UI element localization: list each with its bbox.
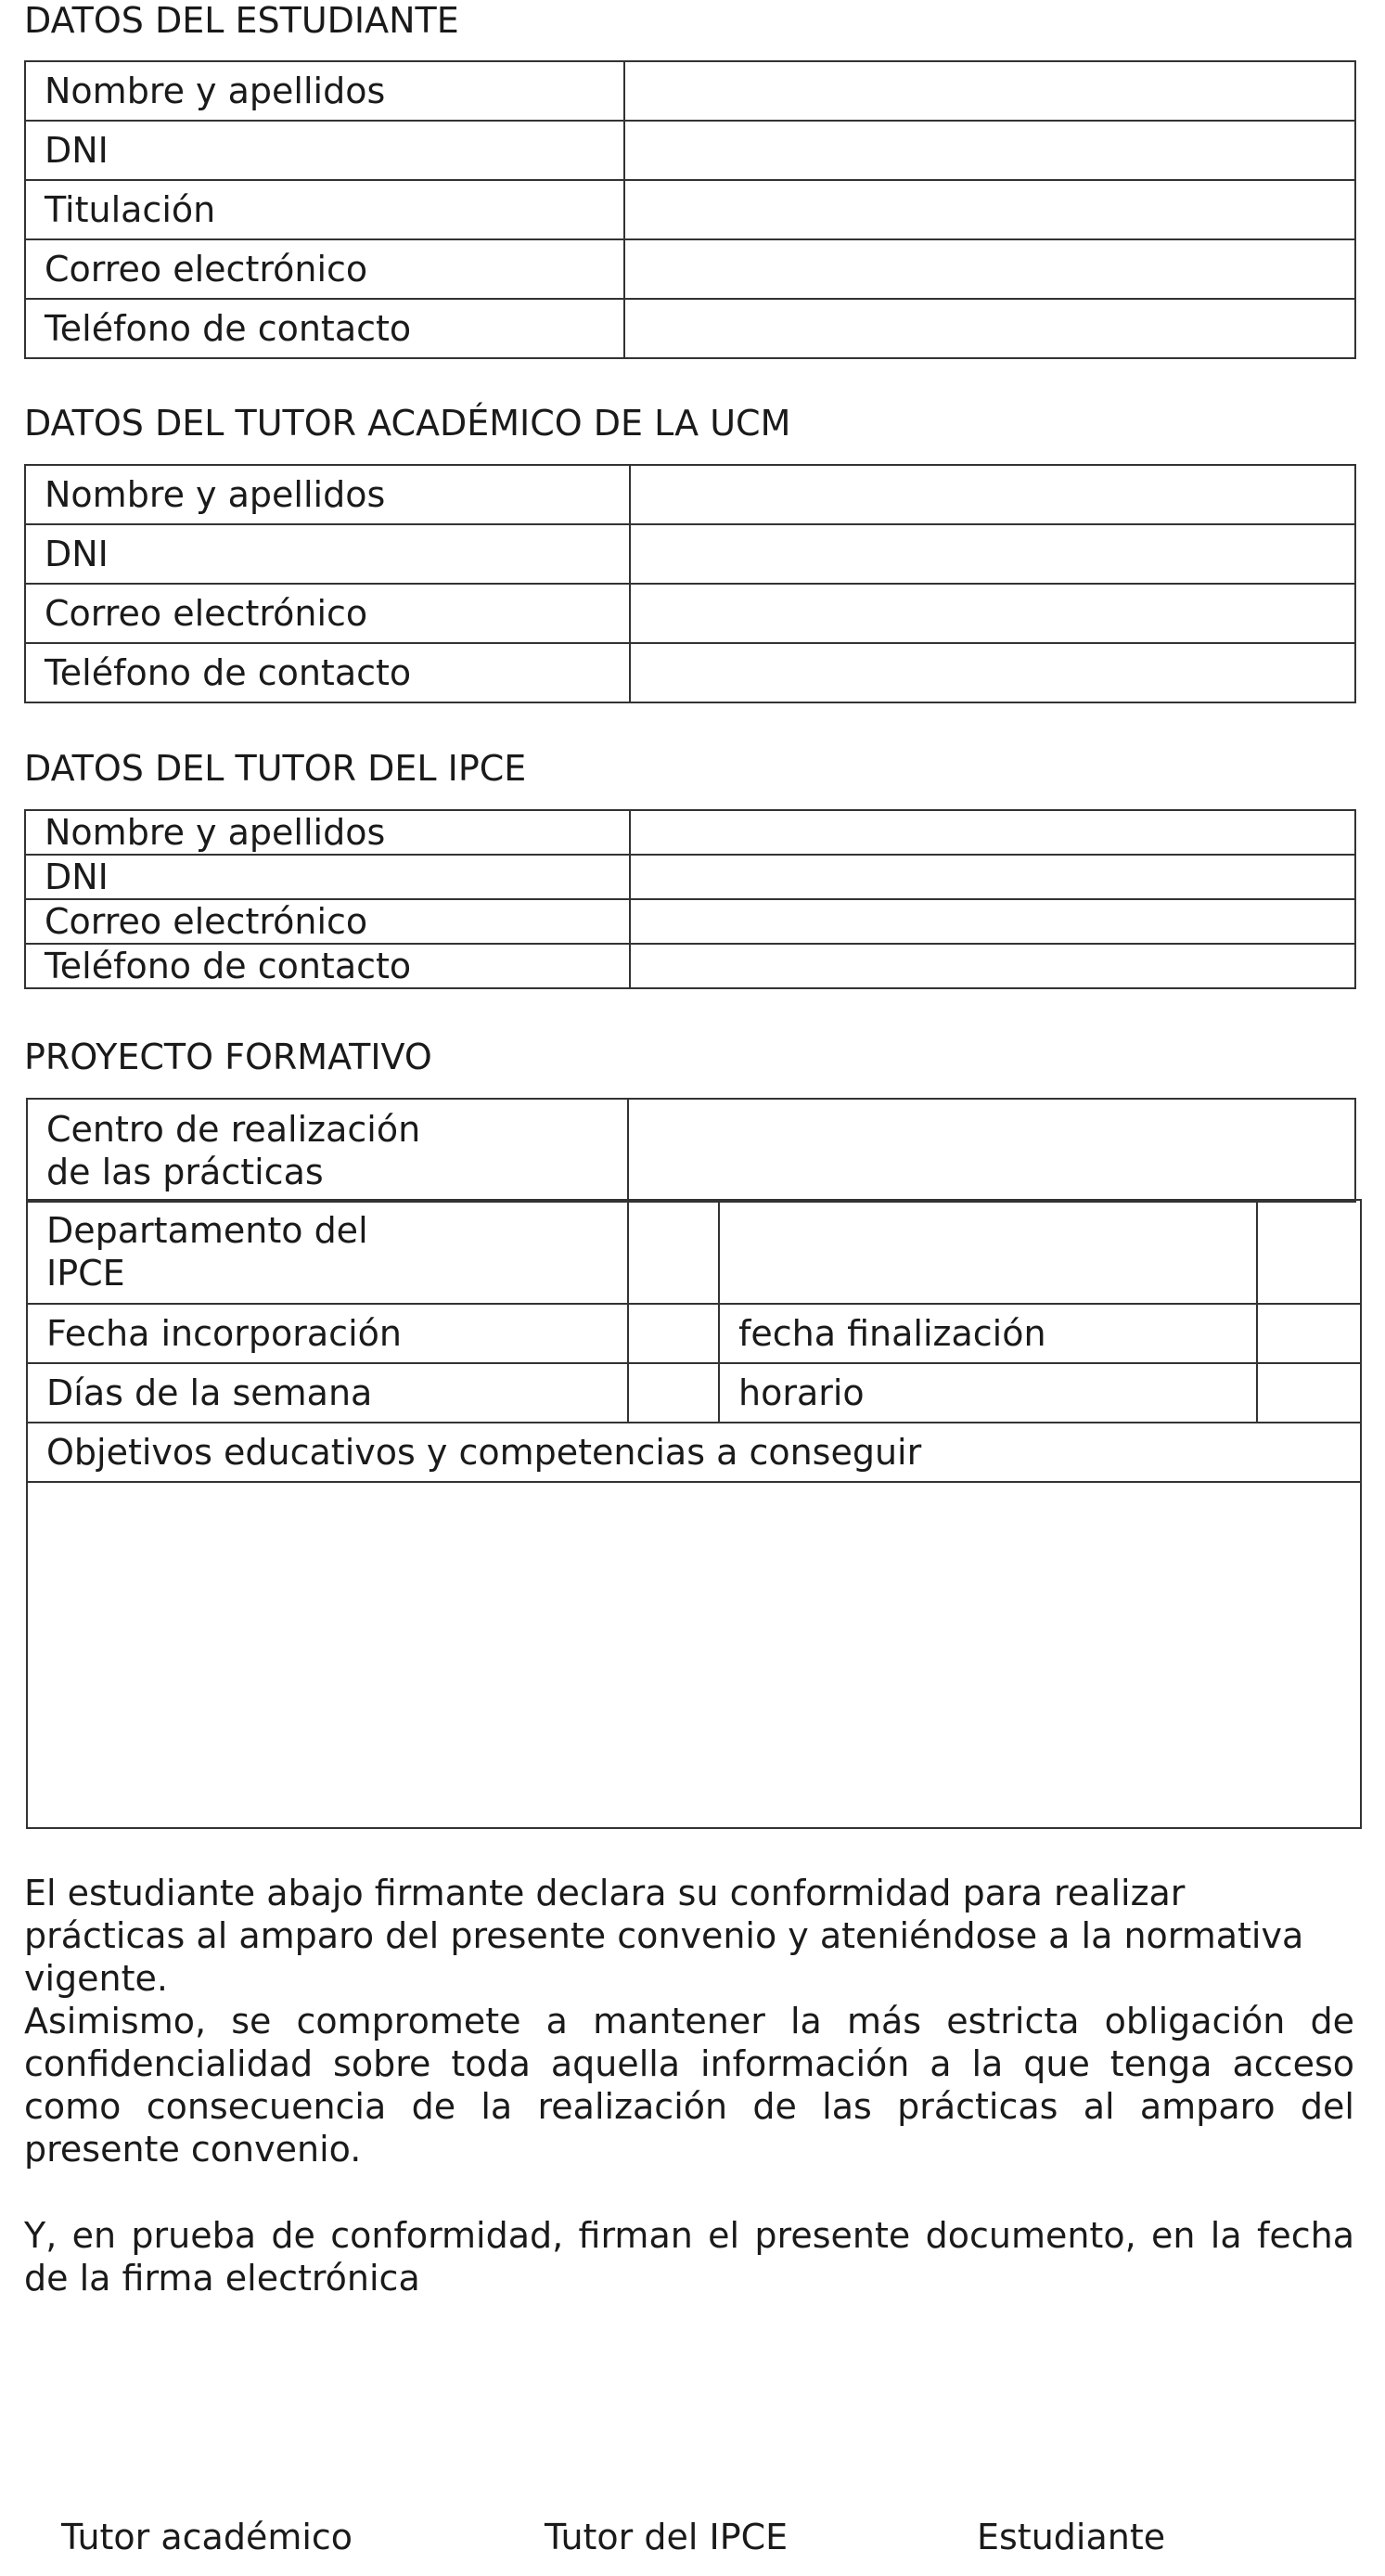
center-label-line-1: Centro de realización (46, 1108, 421, 1150)
ipce-tutor-email-field[interactable] (630, 899, 1355, 944)
student-phone-field[interactable] (624, 299, 1355, 358)
center-label (27, 1099, 628, 1202)
project-details-table (26, 1199, 1362, 1829)
center-label-line-2: de las prácticas (46, 1151, 324, 1192)
department-label-line-1: Departamento del (46, 1210, 368, 1251)
ipce-tutor-phone-field[interactable] (630, 944, 1355, 988)
center-field[interactable] (628, 1099, 1355, 1202)
table-row (25, 121, 1355, 180)
table-row (27, 1363, 1361, 1423)
declaration-paragraph-3: Y, en prueba de conformidad, firman el presente documento, en la fecha de la firma electrónica (24, 2215, 1354, 2299)
start-date-label: Fecha incorporación (27, 1304, 628, 1363)
academic-tutor-signature-label: Tutor académico (61, 2517, 353, 2557)
ipce-tutor-dni-label: DNI (25, 855, 630, 899)
academic-tutor-table (24, 464, 1356, 703)
academic-tutor-email-label: Correo electrónico (25, 584, 630, 643)
ipce-tutor-table (24, 809, 1356, 989)
table-row (25, 465, 1355, 524)
department-label-line-2: IPCE (46, 1253, 125, 1294)
academic-tutor-dni-field[interactable] (630, 524, 1355, 584)
weekdays-field[interactable] (628, 1363, 719, 1423)
department-field[interactable] (628, 1200, 719, 1304)
academic-tutor-phone-field[interactable] (630, 643, 1355, 702)
start-date-field[interactable] (628, 1304, 719, 1363)
department-extra-field-2[interactable] (1257, 1200, 1361, 1304)
table-row (25, 584, 1355, 643)
table-row (25, 810, 1355, 855)
student-degree-field[interactable] (624, 180, 1355, 239)
end-date-label: fecha finalización (719, 1304, 1257, 1363)
schedule-field[interactable] (1257, 1363, 1361, 1423)
table-row (25, 61, 1355, 121)
student-table (24, 60, 1356, 359)
student-name-label: Nombre y apellidos (25, 61, 624, 121)
table-row (25, 855, 1355, 899)
ipce-tutor-name-label: Nombre y apellidos (25, 810, 630, 855)
student-section-title: DATOS DEL ESTUDIANTE (24, 0, 459, 41)
objectives-label: Objetivos educativos y competencias a conseguir (27, 1423, 1361, 1482)
end-date-field[interactable] (1257, 1304, 1361, 1363)
schedule-label: horario (719, 1363, 1257, 1423)
table-row (25, 180, 1355, 239)
ipce-tutor-name-field[interactable] (630, 810, 1355, 855)
department-label (27, 1200, 628, 1304)
department-extra-field[interactable] (719, 1200, 1257, 1304)
student-name-field[interactable] (624, 61, 1355, 121)
training-project-title: PROYECTO FORMATIVO (24, 1037, 432, 1077)
academic-tutor-name-label: Nombre y apellidos (25, 465, 630, 524)
table-row (27, 1423, 1361, 1482)
student-signature-label: Estudiante (977, 2517, 1166, 2557)
table-row (27, 1482, 1361, 1828)
declaration-paragraph-1: El estudiante abajo firmante declara su conformidad para realizar prácticas al amparo del presente convenio y ateniéndose a la normativa vigente. (24, 1873, 1304, 1999)
ipce-tutor-signature-label: Tutor del IPCE (545, 2517, 789, 2557)
academic-tutor-email-field[interactable] (630, 584, 1355, 643)
declaration-paragraph-2: Asimismo, se compromete a mantener la más estricta obligación de confidencialidad sobre toda aquella información a la que tenga acceso como consecuencia de la realización de las prácticas al amparo del presente convenio. (24, 2001, 1354, 2170)
objectives-field[interactable] (27, 1482, 1361, 1828)
academic-tutor-name-field[interactable] (630, 465, 1355, 524)
table-row (25, 944, 1355, 988)
table-row (27, 1200, 1361, 1304)
ipce-tutor-email-label: Correo electrónico (25, 899, 630, 944)
student-phone-label: Teléfono de contacto (25, 299, 624, 358)
table-row (25, 899, 1355, 944)
table-row (27, 1304, 1361, 1363)
student-email-label: Correo electrónico (25, 239, 624, 299)
center-table (26, 1098, 1356, 1203)
weekdays-label: Días de la semana (27, 1363, 628, 1423)
ipce-tutor-phone-label: Teléfono de contacto (25, 944, 630, 988)
academic-tutor-dni-label: DNI (25, 524, 630, 584)
table-row (27, 1099, 1355, 1202)
table-row (25, 239, 1355, 299)
table-row (25, 524, 1355, 584)
student-email-field[interactable] (624, 239, 1355, 299)
table-row (25, 643, 1355, 702)
student-dni-label: DNI (25, 121, 624, 180)
student-degree-label: Titulación (25, 180, 624, 239)
ipce-tutor-dni-field[interactable] (630, 855, 1355, 899)
student-dni-field[interactable] (624, 121, 1355, 180)
academic-tutor-section-title: DATOS DEL TUTOR ACADÉMICO DE LA UCM (24, 403, 791, 444)
academic-tutor-phone-label: Teléfono de contacto (25, 643, 630, 702)
table-row (25, 299, 1355, 358)
ipce-tutor-section-title: DATOS DEL TUTOR DEL IPCE (24, 748, 527, 789)
